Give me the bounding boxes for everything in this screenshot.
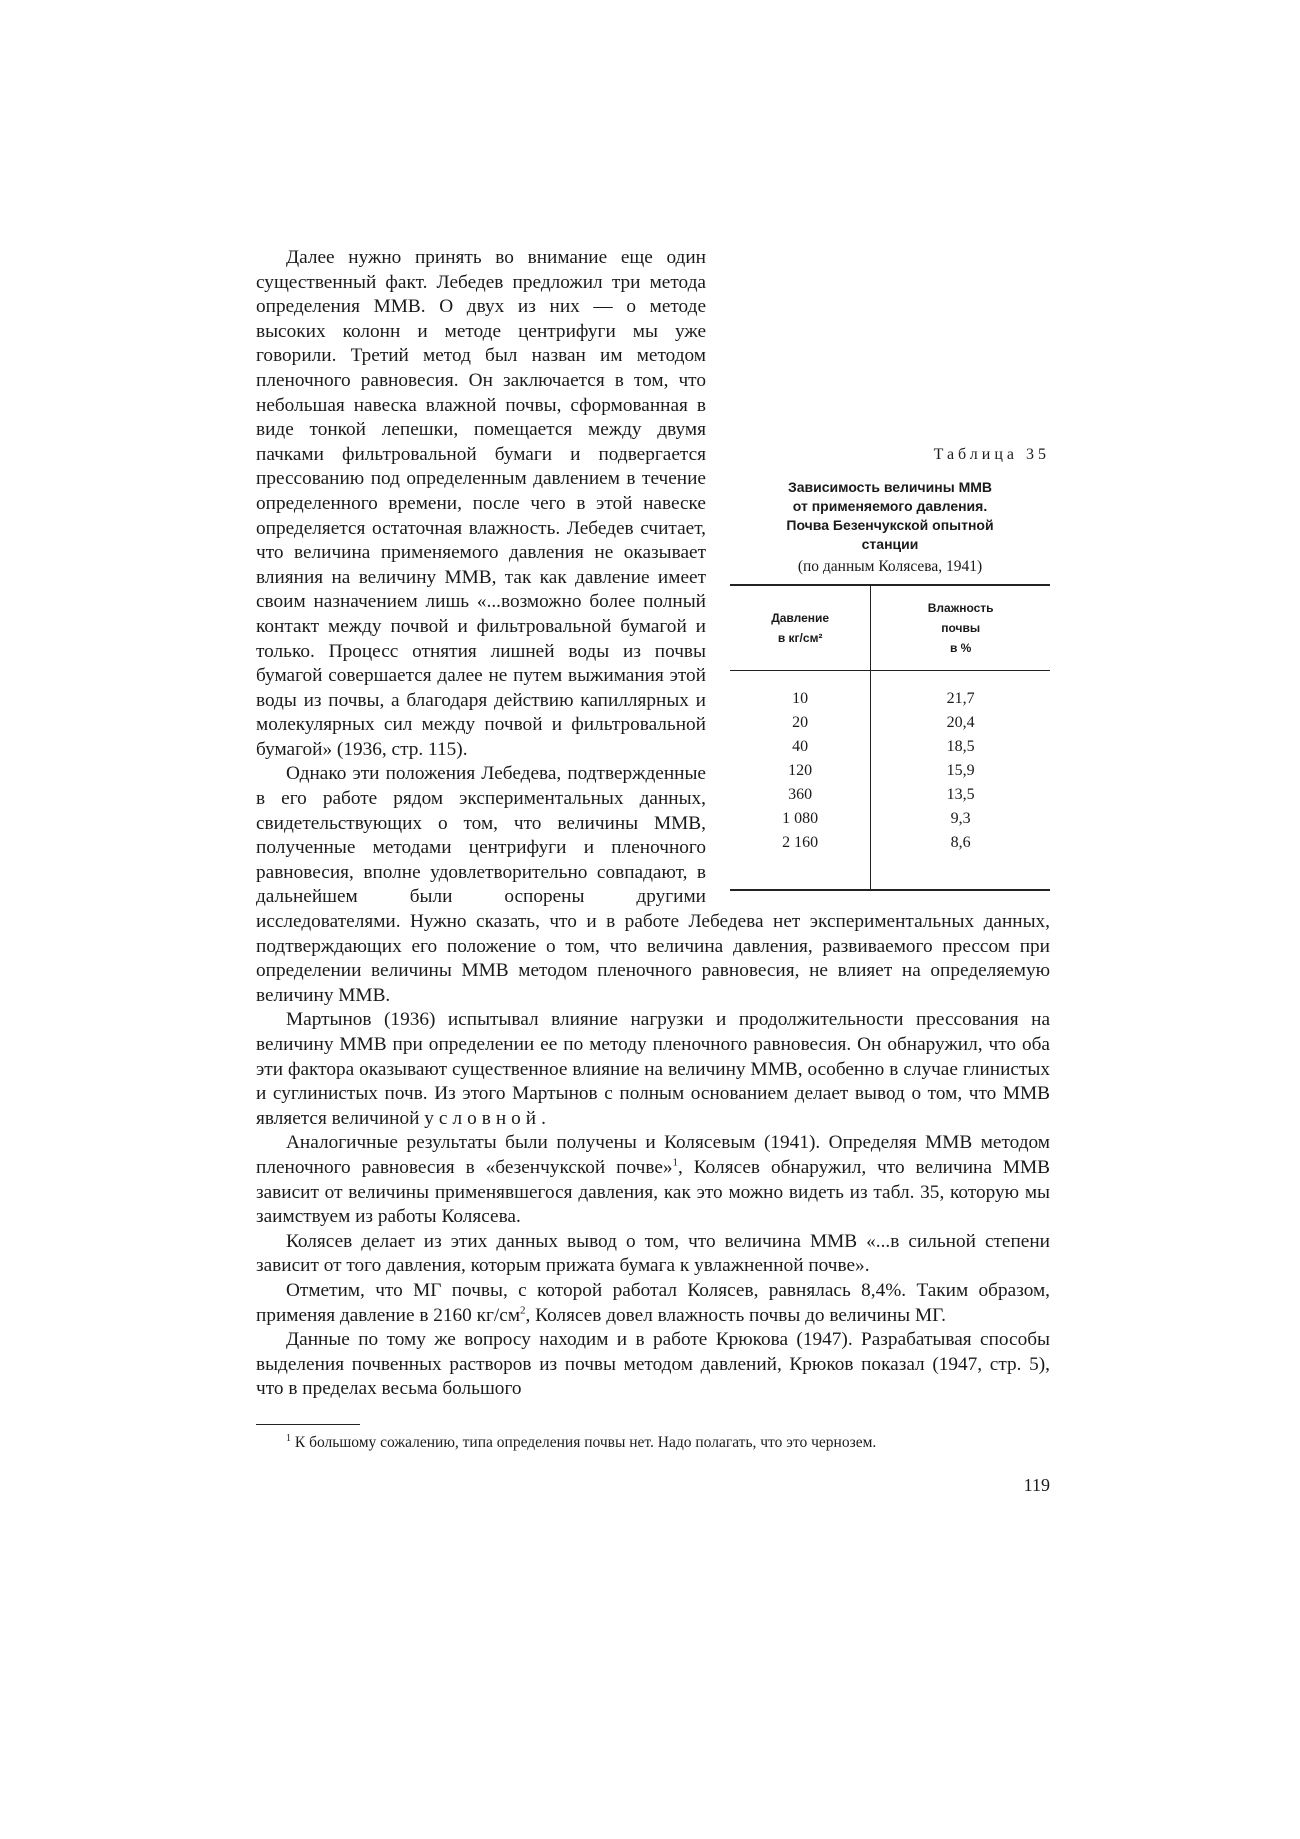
paragraph-5: Колясев делает из этих данных вывод о том, что величина ММВ «...в сильной степени зависит от того давления, которым прижата бумага к увлажненной почве».: [256, 1230, 1050, 1277]
table-row: 1 080 9,3: [730, 807, 1050, 831]
table-row: 120 15,9: [730, 759, 1050, 783]
table-row: 40 18,5: [730, 735, 1050, 759]
footnote: $^1$ К большому сожалению, типа определения почвы нет. Надо полагать, что это чернозем.: [286, 1432, 877, 1451]
page-number: 119: [1023, 1474, 1050, 1495]
table-row: 2 160 8,6: [730, 831, 1050, 855]
table-row: 360 13,5: [730, 783, 1050, 807]
table-header-pressure: Давление в кг/см²: [730, 585, 871, 671]
pressure-moisture-table: [730, 584, 1050, 891]
data-table-block: [730, 446, 1050, 891]
table-source: (по данным Колясева, 1941): [797, 558, 983, 575]
footnote-ref: 1: [672, 1156, 679, 1169]
footnote-divider: [256, 1424, 360, 1425]
table-number: Таблица 35: [933, 446, 1050, 463]
table-spacer-row: [730, 855, 1050, 890]
table-row: 20 20,4: [730, 711, 1050, 735]
table-row: 10 21,7: [730, 671, 1050, 712]
paragraph-2: Однако эти положения Лебедева, подтвержденные в его работе рядом экспериментальных данных, свидетельствующих о том, что величины ММВ, полученные методами центрифуги и пленочного равновесия, вполне удовлетворительно совпадают, в дальнейшем были оспорены другими исследователями. Нужно сказать, что и в работе Лебедева нет экспериментальных данных, подтверждающих его положение о том, что величина давления, развиваемого прессом при определении величины ММВ методом пленочного равновесия, не влияет на определяемую величину ММВ.: [256, 763, 1050, 1006]
paragraph-1: Далее нужно принять во внимание еще один существенный факт. Лебедев предложил три метода определения ММВ. О двух из них — о методе высоких колонн и методе центрифуги мы уже говорили. Третий метод был назван им методом пленочного равновесия. Он заключается в том, что небольшая навеска влажной почвы, сформованная в виде тонкой лепешки, помещается между двумя пачками фильтровальной бумаги и подвергается прессованию под определенным давлением в течение определенного времени, после чего в этой навеске определяется остаточная влажность. Лебедев считает, что величина применяемого давления не оказывает влияния на величину ММВ, так как давление имеет своим назначением лишь «...возможно более полный контакт между почвой и фильтровальной бумагой и только. Процесс отнятия лишней воды из почвы бумагой совершается далее не путем выжимания этой воды из почвы, а благодаря действию капиллярных и молекулярных сил между почвой и фильтровальной бумагой» (1936, стр. 115).: [256, 247, 706, 760]
paragraph-4: Аналогичные результаты были получены и Колясевым (1941). Определяя ММВ методом пленочного равновесия в «безенчукской почве»$^1$, Колясев обнаружил, что величина ММВ зависит от величины применявшегося давления, как это можно видеть из табл. 35, которую мы заимствуем из работы Колясева.: [256, 1132, 1050, 1228]
main-text: [256, 246, 1050, 1402]
paragraph-3: Мартынов (1936) испытывал влияние нагрузки и продолжительности прессования на величину ММВ при определении ее по методу пленочного равновесия. Он обнаружил, что оба эти фактора оказывают существенное влияние на величину ММВ, особенно в случае глинистых и суглинистых почв. Из этого Мартынов с полным основанием делает вывод о том, что ММВ является величиной условной.: [256, 1009, 1050, 1129]
paragraph-6: Отметим, что МГ почвы, с которой работал Колясев, равнялась 8,4%. Таким образом, применяя давление в 2160 $кг/см^2$, Колясев довел влажность почвы до величины МГ.: [256, 1279, 1050, 1326]
paragraph-7: Данные по тому же вопросу находим и в работе Крюкова (1947). Разрабатывая способы выделения почвенных растворов из почвы методом давлений, Крюков показал (1947, стр. 5), что в пределах весьма большого: [256, 1329, 1050, 1400]
emphasized-word: условной: [424, 1107, 542, 1129]
page: [256, 246, 1050, 1496]
table-header-moisture: Влажность почвы в %: [871, 585, 1050, 671]
table-caption: Зависимость величины ММВ от применяемого давления. Почва Безенчукской опытной станции: [786, 479, 994, 552]
